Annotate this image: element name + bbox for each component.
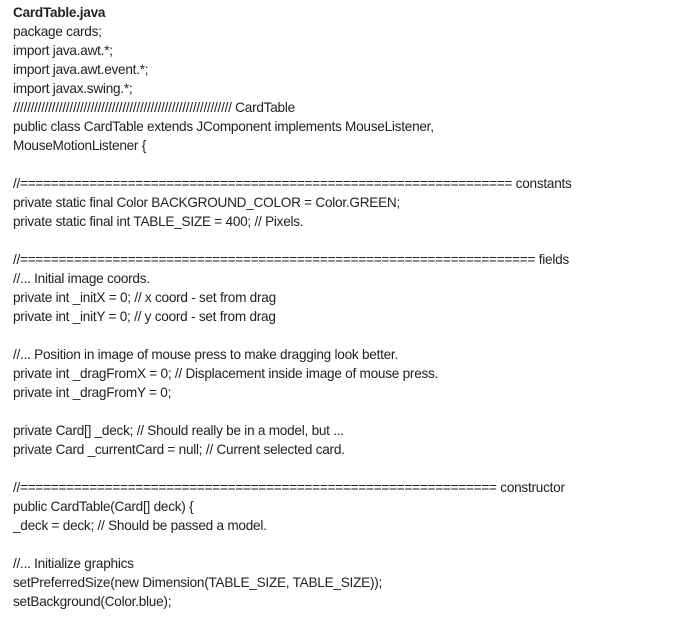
code-line-import-awt: import java.awt.*;	[13, 43, 113, 58]
section-divider-constants: //================================================================ constants	[13, 176, 572, 191]
blank-line	[13, 326, 572, 345]
blank-line	[13, 155, 572, 174]
code-line-constructor: public CardTable(Card[] deck) {	[13, 499, 194, 514]
code-line-current-card: private Card _currentCard = null; // Current selected card.	[13, 442, 345, 457]
document-title: CardTable.java	[13, 5, 106, 20]
code-document	[13, 3, 572, 611]
code-line-table-size: private static final int TABLE_SIZE = 400; // Pixels.	[13, 214, 304, 229]
code-line-package: package cards;	[13, 24, 102, 39]
blank-line	[13, 402, 572, 421]
code-line-inity: private int _initY = 0; // y coord - set from drag	[13, 309, 276, 324]
code-comment-initial-coords: //... Initial image coords.	[13, 271, 150, 286]
code-line-set-background: setBackground(Color.blue);	[13, 594, 172, 609]
code-comment-initialize-graphics: //... Initialize graphics	[13, 556, 134, 571]
code-line-set-preferred-size: setPreferredSize(new Dimension(TABLE_SIZE, TABLE_SIZE));	[13, 575, 383, 590]
section-divider-fields: //=================================================================== fields	[13, 252, 569, 267]
code-line-dragfromx: private int _dragFromX = 0; // Displacement inside image of mouse press.	[13, 366, 439, 381]
code-line-import-awt-event: import java.awt.event.*;	[13, 62, 149, 77]
section-divider-cardtable: ////////////////////////////////////////////////////////////// CardTable	[13, 100, 295, 115]
code-line-initx: private int _initX = 0; // x coord - set from drag	[13, 290, 276, 305]
blank-line	[13, 535, 572, 554]
code-line-import-swing: import javax.swing.*;	[13, 81, 133, 96]
blank-line	[13, 459, 572, 478]
blank-line	[13, 231, 572, 250]
code-line-deck-assign: _deck = deck; // Should be passed a model.	[13, 518, 267, 533]
code-comment-position: //... Position in image of mouse press to make dragging look better.	[13, 347, 398, 362]
code-line-background-color: private static final Color BACKGROUND_COLOR = Color.GREEN;	[13, 195, 401, 210]
code-line-class-declaration-cont: MouseMotionListener {	[13, 138, 147, 153]
section-divider-constructor: //============================================================== constructor	[13, 480, 565, 495]
code-line-deck: private Card[] _deck; // Should really be in a model, but ...	[13, 423, 344, 438]
code-line-dragfromy: private int _dragFromY = 0;	[13, 385, 172, 400]
code-line-class-declaration: public class CardTable extends JComponent implements MouseListener,	[13, 119, 434, 134]
